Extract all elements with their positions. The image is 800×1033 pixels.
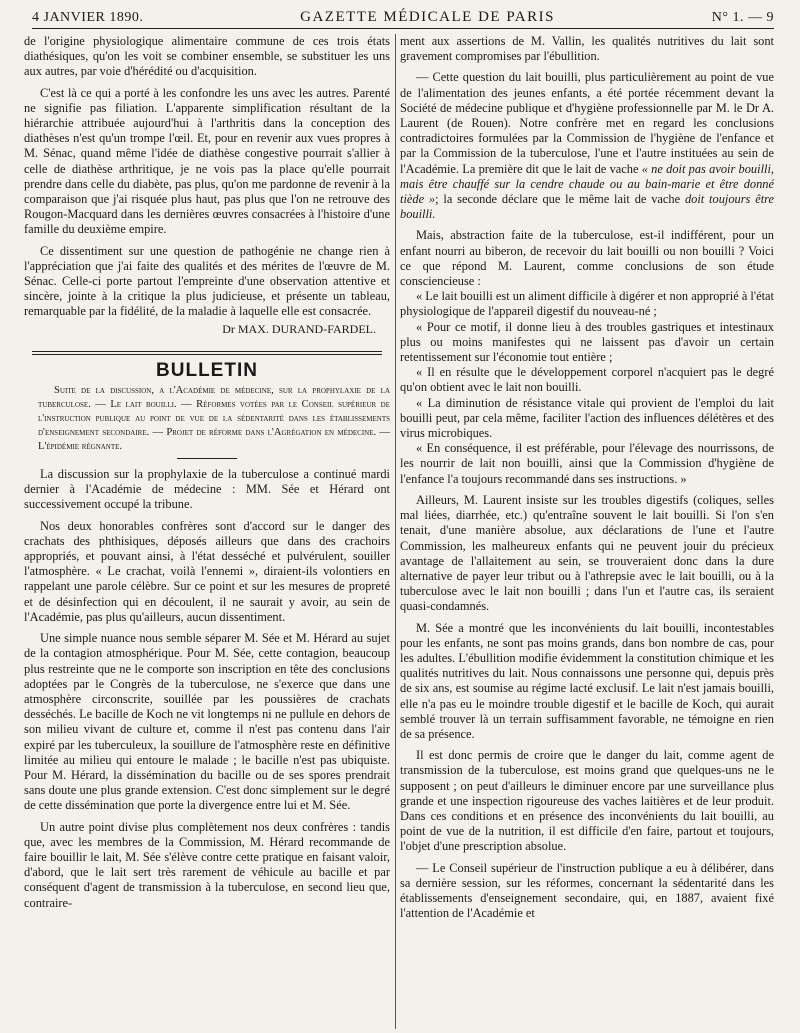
paragraph: M. Sée a montré que les inconvénients du lait bouilli, incontestables pour les enfants, ne sont pas moins grands, dans bon nombre de cas, pour les adultes. L'ébullition modifie évidemment la constitution chimique et les qualités nutritives du lait. Nous connaissons une personne qui, depuis près de six ans, est soumise au régime lacté exclusif. Le lait n'est jamais bouilli, elle n'a pas eu le moindre trouble digestif et le bacille de Koch, qui aurait semblé trouver là un terrain suffisamment favorable, ne témoigne en rien de sa présence. (400, 620, 774, 741)
paragraph: La discussion sur la prophylaxie de la tuberculose a continué mardi dernier à l'Académie de médecine : MM. Sée et Hérard ont successivement occupé la tribune. (24, 467, 390, 512)
section-rule (32, 354, 382, 355)
quote-paragraph: « En conséquence, il est préférable, pour l'élevage des nourrissons, de les nourrir de lait non bouilli, ainsi que la Commission d'hygiène de l'enfance l'a toujours recommandé dans ses instructions. » (400, 441, 774, 486)
quote-paragraph: « Le lait bouilli est un aliment difficile à digérer et non approprié à l'état physiologique de l'appareil digestif du nouveau-né ; (400, 289, 774, 319)
paragraph: Il est donc permis de croire que le danger du lait, comme agent de transmission de la tuberculose, est moins grand que quelques-uns ne le supposent ; on peut d'ailleurs le diminuer encore par une surveillance plus grande et une inspection rigoureuse des vaches laitières et de leur produit. Dans ces conditions et en présence des inconvénients du lait bouilli, au point de vue de la nutrition, il est difficile d'en faire, partout et toujours, l'objet d'une prescription absolue. (400, 748, 774, 854)
summary-rule (177, 458, 237, 459)
left-column (24, 34, 390, 911)
bulletin-heading: BULLETIN (156, 359, 258, 381)
header-page-number: N° 1. — 9 (711, 10, 774, 25)
quoted-text: doit toujours être bouilli. (400, 192, 774, 222)
column-divider (395, 34, 396, 1029)
paragraph: Mais, abstraction faite de la tuberculose, est-il indifférent, pour un enfant nourri au biberon, de recevoir du lait bouilli ou non bouilli ? Voici ce que répond M. Laurent, comme conclusions de son étude consciencieuse : (400, 228, 774, 289)
paragraph: ment aux assertions de M. Vallin, les qualités nutritives du lait sont gravement compromises par l'ébullition. (400, 34, 774, 64)
header-title: GAZETTE MÉDICALE DE PARIS (300, 9, 555, 25)
paragraph: Une simple nuance nous semble séparer M. Sée et M. Hérard au sujet de la contagion atmosphérique. Pour M. Sée, cette contagion, beaucoup plus restreinte que ne le comporte son inscription en tête des conclusions adoptées par le Congrès de la tuberculose, ne s'exerce que dans une atmosphère circonscrite, souillée par les poussières de crachats desséchés. Le bacille de Koch ne vit longtemps ni ne pullule en dehors de son milieu vivant de culture et, comme il n'est pas contenu dans l'air expiré par les tuberculeux, la souillure de l'atmosphère reste en définitive limitée au milieu qui entoure le malade ; le bacille n'est pas ubiquiste. Pour M. Hérard, la dissémination du bacille ou de ses spores prendrait sans doute une plus grande extension. C'est donc simplement sur le degré de cette dissémination que porte la divergence entre lui et M. Sée. (24, 631, 390, 813)
header-date: 4 JANVIER 1890. (32, 10, 144, 25)
article-signature: Dr MAX. DURAND-FARDEL. (222, 321, 376, 336)
paragraph-text: ; la seconde déclare que le même lait de vache (435, 192, 681, 207)
page-header (32, 4, 774, 26)
right-column (400, 34, 774, 921)
quote-paragraph: « Il en résulte que le développement corporel n'acquiert pas le degré qu'on obtient avec le lait non bouilli. (400, 365, 774, 395)
paragraph: C'est là ce qui a porté à les confondre les uns avec les autres. Parenté ne signifie pas filiation. L'apparente simplification résultant de la hiérarchie attribuée aujourd'hui à l'arthritis dans la conception des diathèses n'est qu'un trompe l'œil. Et, pour en revenir aux vues propres à M. Sénac, quand même l'idée de diathèse congestive pourrait s'allier à celle de diathèse arthritique, je ne vois pas la place qu'elle pourrait prendre dans celle du diabète, pas plus, qu'on me pardonne de revenir à la comparaison que j'ai risquée plus haut, pas plus que l'on ne retrouve des Rougon-Macquard dans les dernières œuvres consacrées à l'histoire d'une famille du deuxième empire. (24, 85, 390, 237)
paragraph: Ailleurs, M. Laurent insiste sur les troubles digestifs (coliques, selles mal liées, diarrhée, etc.) qu'entraîne souvent le lait bouilli. Si l'on s'en tenait, d'une manière absolue, aux déclarations de l'une et l'autre Commission, les malheureux enfants qui ne peuvent jouir du précieux avantage de l'allaitement au sein, se trouveraient donc dans la dure alternative de payer leur tribut ou à l'athrepsie avec le lait bouilli, ou à la tuberculose avec le lait non bouilli ; dans l'un et l'autre cas, ils seraient quasi-condamnés. (400, 492, 774, 614)
quote-paragraph: « Pour ce motif, il donne lieu à des troubles gastriques et intestinaux plus ou moins manifestes qui ne laissent pas d'avoir un certain retentissement sur l'économie tout entière ; (400, 319, 774, 365)
bulletin-summary: Suite de la discussion, a l'Académie de médecine, sur la prophylaxie de la tuberculose. — Le lait bouilli. — Réformes votées par le Conseil supérieur de l'instruction publique au point de vue de la sédentarité dans les établissements d'enseignement secondaire. — Projet de réforme dans l'Agrégation en médecine. — L'épidémie régnante. (38, 385, 390, 453)
paragraph: Nos deux honorables confrères sont d'accord sur le danger des crachats des phthisiques, déposés ailleurs que dans des crachoirs appropriés, et pouvant ainsi, à l'état desséché et pulvérulent, souiller l'atmosphère. « Le crachat, voilà l'ennemi », diraient-ils volontiers en rappelant une parole célèbre. Sur ce point et sur les mesures de propreté et de désinfection qui en découlent, il ne saurait y avoir, au sein de l'Académie, pas plus qu'ailleurs, aucun dissentiment. (24, 518, 390, 624)
header-rule (32, 28, 774, 29)
paragraph-text: — Cette question du lait bouilli, plus particulièrement au point de vue de l'alimentation des jeunes enfants, a été portée récemment devant la Société de médecine publique et d'hygiène professionnelle par M. le Dr A. Laurent (de Rouen). Notre confrère met en regard les conclusions contradictoires formulées par la Commission de l'hygiène de l'enfance et par la Commission de la tuberculose, l'une et l'autre instituées au sein de l'Académie. La première dit que le lait de vache (400, 70, 774, 176)
section-rule (32, 351, 382, 352)
paragraph (400, 70, 774, 222)
quoted-text: « ne doit pas avoir bouilli, mais être chauffé sur la cendre chaude ou au bain-marie et être donné tiède » (400, 161, 774, 207)
paragraph: Ce dissentiment sur une question de pathogénie ne change rien à l'appréciation que j'ai faite des qualités et des mérites de l'œuvre de M. Sénac. Celle-ci porte partout l'empreinte d'une observation attentive et sincère, jointe à la critique la plus judicieuse, et présente un tableau, remarquable par la fidélité, de la maladie à laquelle elle est consacrée. (24, 243, 390, 319)
paragraph: Un autre point divise plus complètement nos deux confrères : tandis que, avec les membres de la Commission, M. Hérard recommande de faire bouillir le lait, M. Sée s'élève contre cette pratique en faisant valoir, d'abord, que le lait sert très rarement de véhicule au bacille et par conséquent d'agent de transmission à la tuberculose, en second lieu que, contraire- (24, 819, 390, 910)
quote-paragraph: « La diminution de résistance vitale qui provient de l'emploi du lait bouilli peut, par cela même, faciliter l'action des influences délétères et des virus microbiques. (400, 395, 774, 441)
paragraph: de l'origine physiologique alimentaire commune de ces trois états diathésiques, qu'on les voit se combiner ensemble, se substituer les uns aux autres, par voie d'hérédité ou d'acquisition. (24, 34, 390, 79)
paragraph: — Le Conseil supérieur de l'instruction publique a eu à délibérer, dans sa dernière session, sur les réformes, concernant la sédentarité dans les établissements d'enseignement secondaire, qui, en 1887, avaient fixé l'attention de l'Académie et (400, 860, 774, 921)
